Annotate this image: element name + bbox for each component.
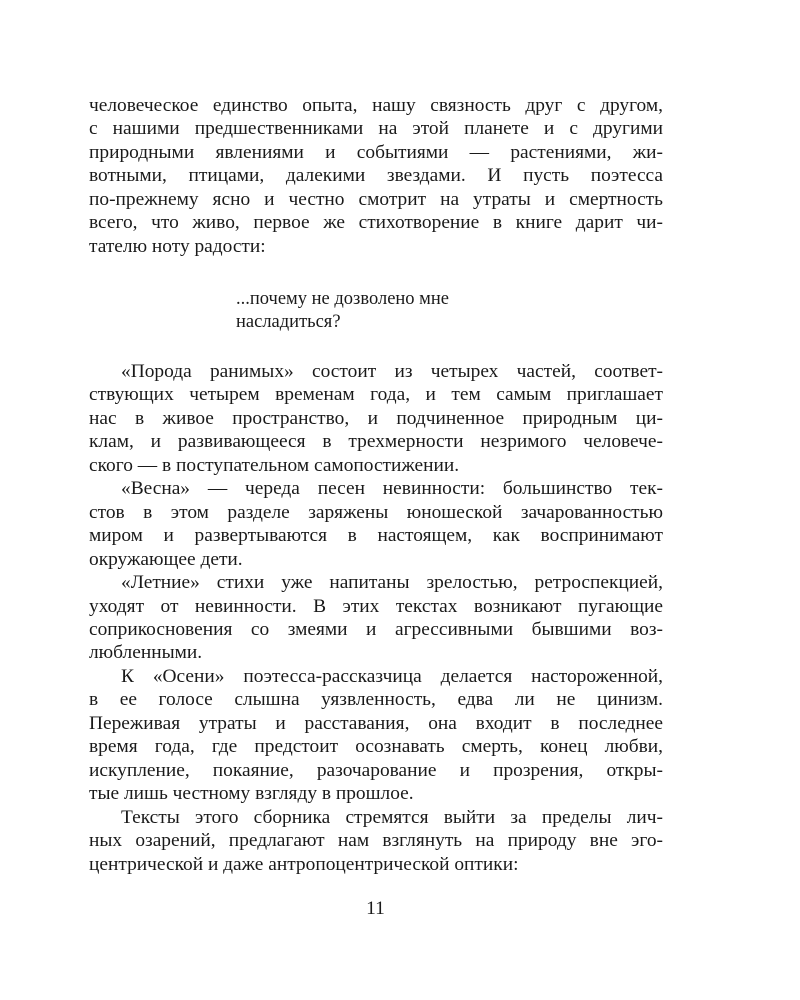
poem-quote bbox=[236, 288, 449, 335]
text-line: вотными, птицами, далекими звездами. И пусть поэтесса bbox=[89, 165, 663, 187]
text-line: ского — в поступательном самопостижении. bbox=[89, 454, 460, 476]
quote-line: насладиться? bbox=[236, 312, 341, 333]
body-paragraphs bbox=[89, 360, 663, 876]
text-line: клам, и развивающееся в трехмерности незримого человече- bbox=[89, 431, 663, 453]
text-line: любленными. bbox=[89, 642, 203, 664]
text-line: «Порода ранимых» состоит из четырех частей, соответ- bbox=[121, 361, 663, 382]
text-line: соприкосновения со змеями и агрессивными бывшими воз- bbox=[89, 618, 663, 640]
text-line: «Весна» — череда песен невинности: большинство тек- bbox=[121, 478, 663, 500]
text-line: стов в этом разделе заряжены юношеской зачарованностью bbox=[89, 501, 663, 523]
text-line: время года, где предстоит осознавать смерть, конец любви, bbox=[89, 736, 663, 758]
quote-line: ...почему не дозволено мне bbox=[236, 289, 450, 309]
text-line: «Летние» стихи уже напитаны зрелостью, ретроспекцией, bbox=[121, 572, 663, 594]
text-line: окружающее дети. bbox=[89, 548, 243, 570]
text-line: ствующих четырем временам года, и тем самым приглашает bbox=[89, 384, 663, 406]
text-line: К «Осени» поэтесса-рассказчица делается настороженной, bbox=[121, 665, 663, 687]
text-line: природными явлениями и событиями — растениями, жи- bbox=[89, 141, 663, 163]
text-line: в ее голосе слышна уязвленность, едва ли не цинизм. bbox=[89, 689, 663, 711]
paragraph-summer bbox=[89, 571, 663, 665]
text-line: человеческое единство опыта, нашу связность друг с другом, bbox=[89, 95, 663, 116]
text-line: ных озарений, предлагают нам взглянуть на природу вне эго- bbox=[89, 830, 663, 852]
paragraph-seasons bbox=[89, 360, 663, 477]
text-line: Переживая утраты и расставания, она входит в последнее bbox=[89, 712, 663, 734]
paragraph-collection bbox=[89, 806, 663, 876]
text-line: искупление, покаяние, разочарование и прозрения, откры- bbox=[89, 759, 663, 781]
text-line: по-прежнему ясно и честно смотрит на утраты и смертность bbox=[89, 188, 663, 210]
text-line: тые лишь честному взгляду в прошлое. bbox=[89, 783, 414, 805]
text-line: миром и развертываются в настоящем, как воспринимают bbox=[89, 525, 663, 547]
text-line: Тексты этого сборника стремятся выйти за пределы лич- bbox=[121, 806, 663, 828]
text-line: всего, что живо, первое же стихотворение в книге дарит чи- bbox=[89, 212, 663, 234]
intro-paragraph bbox=[89, 94, 663, 258]
paragraph-spring bbox=[89, 477, 663, 571]
text-line: центрической и даже антропоцентрической оптики: bbox=[89, 853, 519, 875]
text-line: тателю ноту радости: bbox=[89, 235, 266, 257]
paragraph-autumn bbox=[89, 665, 663, 806]
text-line: нас в живое пространство, и подчиненное природным ци- bbox=[89, 407, 663, 429]
page-number: 11 bbox=[366, 898, 385, 919]
text-line: с нашими предшественниками на этой планете и с другими bbox=[89, 118, 663, 140]
text-line: уходят от невинности. В этих текстах возникают пугающие bbox=[89, 595, 663, 617]
